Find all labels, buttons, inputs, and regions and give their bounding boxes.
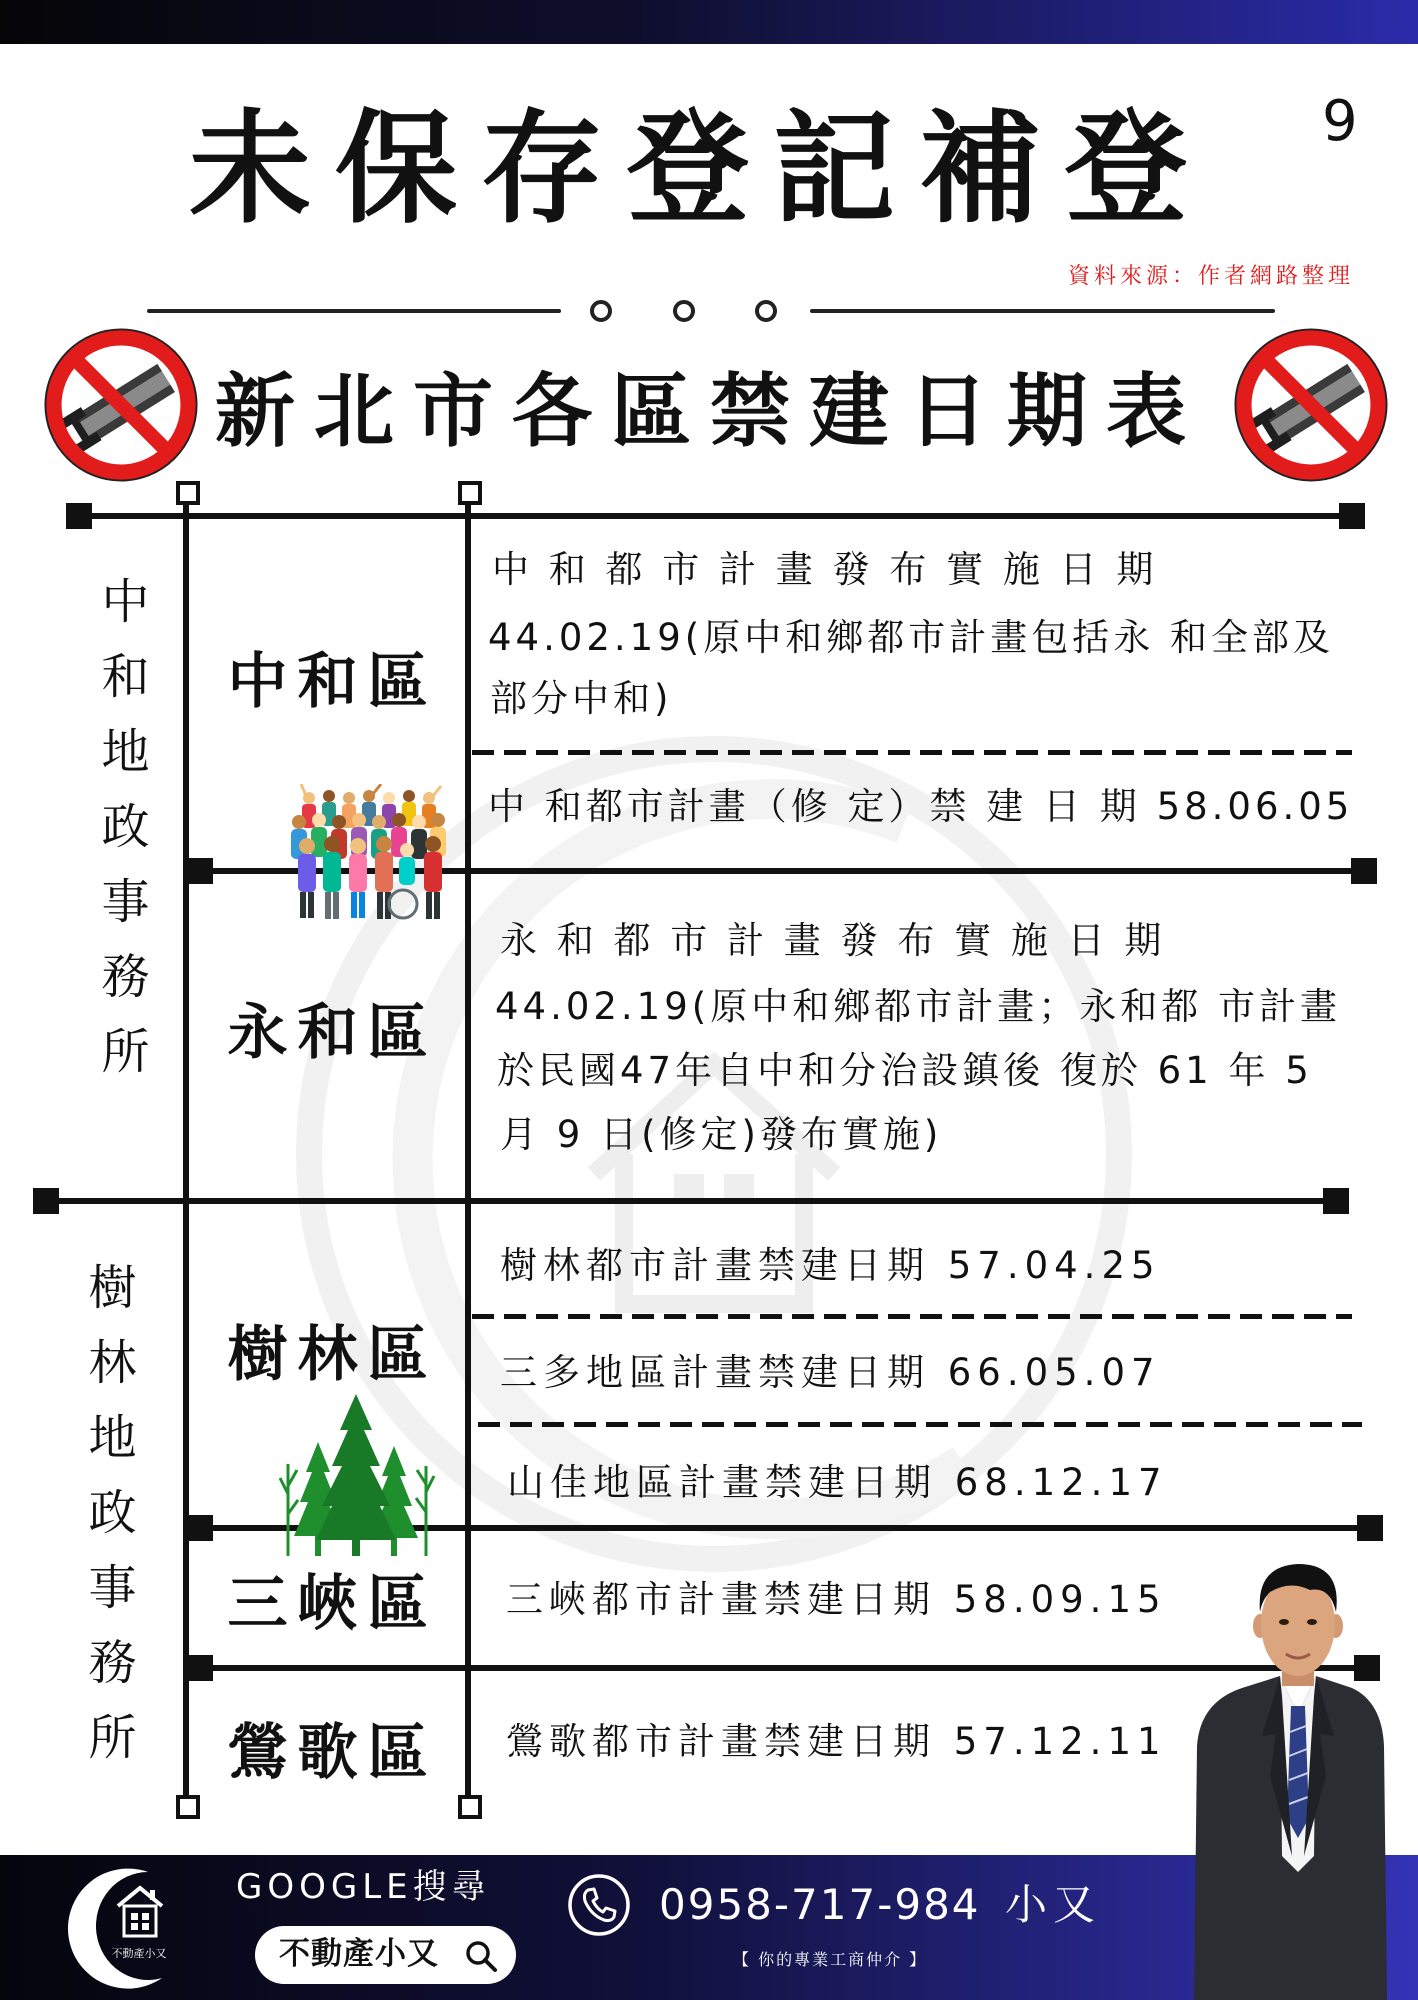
entry-yonghe-plan-line: 永 和 都 市 計 畫 發 布 實 施 日 期 xyxy=(500,919,1166,962)
entry-shulin: 樹林都市計畫禁建日期 57.04.25 xyxy=(500,1244,1161,1287)
district-yonghe: 永和區 xyxy=(227,998,438,1068)
district-shulin: 樹林區 xyxy=(227,1320,438,1390)
entry-shanjia: 山佳地區計畫禁建日期 68.12.17 xyxy=(507,1461,1168,1504)
brand-logo-text: 不動產小又 xyxy=(111,1947,167,1960)
table-vline-district xyxy=(465,491,471,1805)
title-divider-right xyxy=(810,309,1275,313)
table-hline-top xyxy=(79,513,1352,519)
page-title: 未保存登記補登 xyxy=(189,98,1211,240)
phone-number: 0958-717-984 xyxy=(659,1880,981,1929)
dashed-separator xyxy=(472,1314,1352,1319)
entry-zhonghe-plan-line: 44.02.19(原中和鄉都市計畫包括永 和全部及 xyxy=(488,616,1334,659)
entry-yonghe-plan-line: 於民國47年自中和分治設鎮後 復於 61 年 5 xyxy=(497,1049,1313,1092)
line-end-square xyxy=(176,1795,200,1819)
line-end-square xyxy=(33,1188,59,1214)
line-end-square xyxy=(1357,1515,1383,1541)
agent-portrait xyxy=(1190,1556,1390,2000)
line-end-square xyxy=(1351,858,1377,884)
district-sanxia: 三峽區 xyxy=(227,1569,438,1639)
table-hline-office xyxy=(46,1198,1336,1204)
entry-sanduo: 三多地區計畫禁建日期 66.05.07 xyxy=(500,1351,1161,1394)
page-number: 9 xyxy=(1322,89,1358,154)
contact-name: 小又 xyxy=(1005,1880,1102,1929)
title-divider-left xyxy=(147,309,561,313)
divider-dot xyxy=(755,300,777,322)
line-end-square xyxy=(458,481,482,505)
search-icon xyxy=(463,1938,499,1974)
office-label-zhonghe: 中和地政事務所 xyxy=(93,576,149,1101)
line-end-square xyxy=(176,481,200,505)
search-box-text: 不動產小又 xyxy=(279,1936,439,1972)
entry-zhonghe-plan-line: 部分中和) xyxy=(490,677,673,720)
line-end-square xyxy=(187,1515,213,1541)
district-zhonghe: 中和區 xyxy=(227,647,438,717)
entry-yingge: 鶯歌都市計畫禁建日期 57.12.11 xyxy=(506,1720,1167,1763)
top-banner xyxy=(0,0,1418,44)
line-end-square xyxy=(458,1795,482,1819)
table-heading: 新北市各區禁建日期表 xyxy=(215,365,1205,458)
trees-illustration xyxy=(278,1394,436,1556)
no-steel-beam-icon xyxy=(1233,327,1389,483)
phone-icon xyxy=(566,1872,632,1938)
line-end-square xyxy=(1323,1188,1349,1214)
google-search-label: GOOGLE搜尋 xyxy=(236,1867,491,1907)
entry-zhonghe-amended: 中 和都市計畫（修 定）禁 建 日 期 58.06.05 xyxy=(488,785,1354,828)
line-end-square xyxy=(66,503,92,529)
entry-sanxia: 三峽都市計畫禁建日期 58.09.15 xyxy=(506,1578,1167,1621)
line-end-square xyxy=(1339,503,1365,529)
divider-dot xyxy=(673,300,695,322)
dashed-separator xyxy=(478,1422,1362,1427)
agent-tagline: 【 你的專業工商仲介 】 xyxy=(733,1950,928,1969)
search-box-graphic xyxy=(255,1926,516,1984)
dashed-separator xyxy=(472,750,1352,755)
entry-zhonghe-plan-line: 中 和 都 市 計 畫 發 布 實 施 日 期 xyxy=(492,548,1158,591)
line-end-square xyxy=(187,858,213,884)
line-end-square xyxy=(187,1655,213,1681)
brand-logo xyxy=(36,1866,186,1992)
entry-yonghe-plan-line: 月 9 日(修定)發布實施) xyxy=(500,1113,943,1156)
entry-yonghe-plan-line: 44.02.19(原中和鄉都市計畫；永和都 市計畫 xyxy=(495,985,1341,1028)
divider-dot xyxy=(590,300,612,322)
source-note: 資料來源：作者網路整理 xyxy=(1068,264,1355,289)
district-yingge: 鶯歌區 xyxy=(227,1718,438,1788)
table-vline-office xyxy=(183,491,189,1805)
office-label-shulin: 樹林地政事務所 xyxy=(80,1262,136,1787)
crowd-illustration xyxy=(287,784,449,921)
